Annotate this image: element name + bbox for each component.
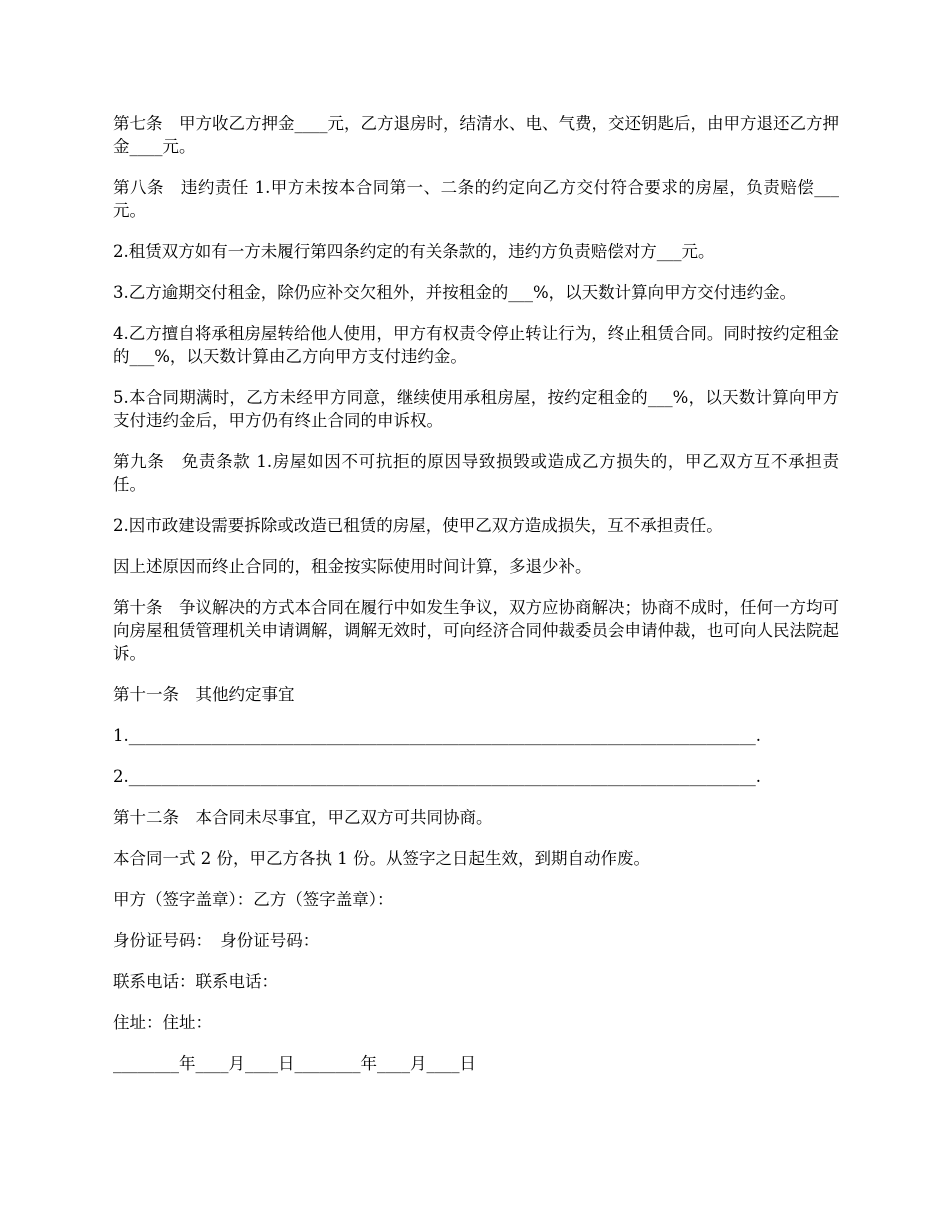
address-line: 住址：住址： <box>113 1013 212 1032</box>
clause-8-item-5: 5.本合同期满时，乙方未经甲方同意，继续使用承租房屋，按约定租金的___%，以天数计算向甲方支付违约金后，甲方仍有终止合同的申诉权。 <box>113 388 839 430</box>
clause-8-breach-liability: 第八条 违约责任 1.甲方未按本合同第一、二条的约定向乙方交付符合要求的房屋，负责赔偿___元。 <box>113 178 839 220</box>
clause-11-blank-2: 2.____________________________________________________________________________. <box>113 767 761 786</box>
clause-9-exemption: 第九条 免责条款 1.房屋如因不可抗拒的原因导致损毁或造成乙方损失的，甲乙双方互不承担责任。 <box>113 452 839 494</box>
date-line: ________年____月____日________年____月____日 <box>113 1054 476 1073</box>
clause-12: 第十二条 本合同未尽事宜，甲乙双方可共同协商。 <box>113 808 493 827</box>
contract-page <box>113 112 839 1093</box>
clause-8-item-2: 2.租赁双方如有一方未履行第四条约定的有关条款的，违约方负责赔偿对方___元。 <box>113 242 715 261</box>
clause-10-dispute: 第十条 争议解决的方式本合同在履行中如发生争议，双方应协商解决；协商不成时，任何一方均可向房屋租赁管理机关申请调解，调解无效时，可向经济合同仲裁委员会申请仲裁，也可向人民法院起诉。 <box>113 598 839 663</box>
id-number-line: 身份证号码： 身份证号码： <box>113 931 320 950</box>
clause-8-item-3: 3.乙方逾期交付租金，除仍应补交欠租外，并按租金的___%，以天数计算向甲方交付违约金。 <box>113 283 797 302</box>
clause-9-item-2: 2.因市政建设需要拆除或改造已租赁的房屋，使甲乙双方造成损失，互不承担责任。 <box>113 516 723 535</box>
phone-line: 联系电话：联系电话： <box>113 972 278 991</box>
signature-line: 甲方（签字盖章）：乙方（签字盖章）： <box>113 890 394 909</box>
clause-11-blank-1: 1.____________________________________________________________________________. <box>113 726 761 745</box>
clause-8-item-4: 4.乙方擅自将承租房屋转给他人使用，甲方有权责令停止转让行为，终止租赁合同。同时按约定租金的___%，以天数计算由乙方向甲方支付违约金。 <box>113 324 839 366</box>
clause-9-note: 因上述原因而终止合同的，租金按实际使用时间计算，多退少补。 <box>113 557 592 576</box>
clause-7-deposit: 第七条 甲方收乙方押金____元，乙方退房时，结清水、电、气费，交还钥匙后，由甲方退还乙方押金____元。 <box>113 114 839 156</box>
copies-statement: 本合同一式 2 份，甲乙方各执 1 份。从签字之日起生效，到期自动作废。 <box>113 849 650 868</box>
clause-11-heading: 第十一条 其他约定事宜 <box>113 685 295 704</box>
